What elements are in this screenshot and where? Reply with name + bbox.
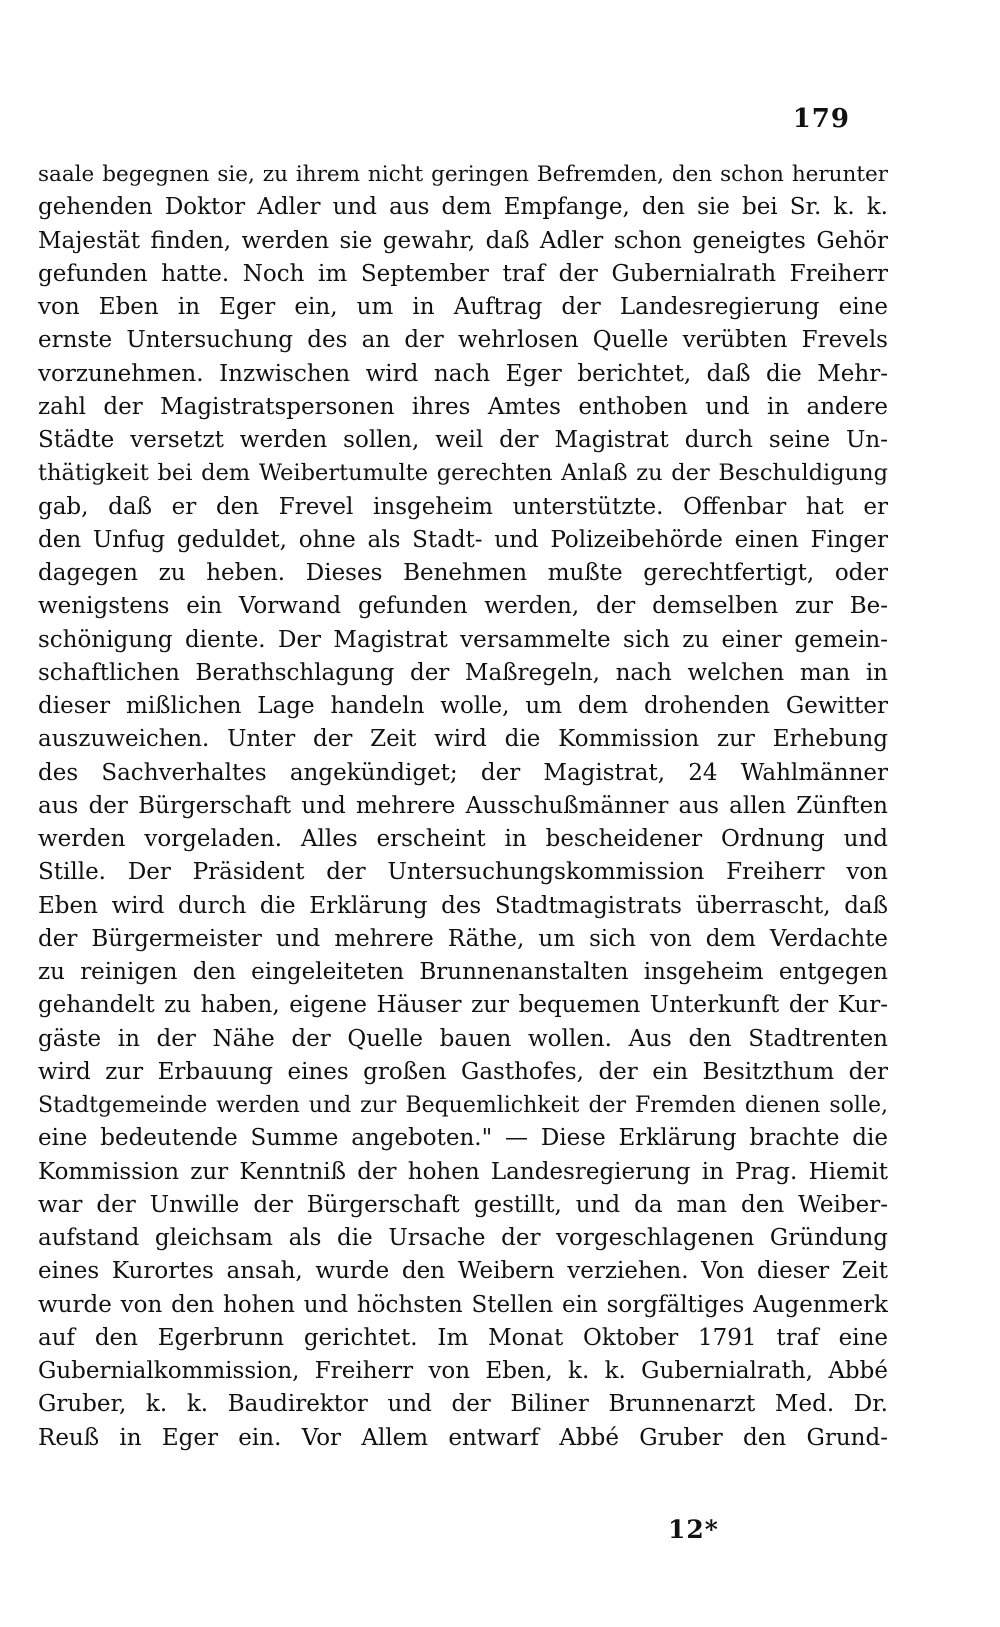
text-line: auf den Egerbrunn gerichtet. Im Monat Oktober 1791 traf eine: [38, 1324, 888, 1351]
text-line: Eben wird durch die Erklärung des Stadtmagistrats überrascht, daß: [38, 892, 888, 919]
text-line: Kommission zur Kenntniß der hohen Landesregierung in Prag. Hiemit: [38, 1158, 888, 1185]
signature-mark: 12*: [668, 1515, 719, 1544]
text-line: Stadtgemeinde werden und zur Bequemlichkeit der Fremden dienen solle,: [38, 1093, 888, 1118]
text-line: ernste Untersuchung des an der wehrlosen Quelle verübten Frevels: [38, 327, 888, 354]
text-line: gefunden hatte. Noch im September traf der Gubernialrath Freiherr: [38, 260, 888, 287]
text-line: von Eben in Eger ein, um in Auftrag der Landesregierung eine: [38, 294, 888, 320]
text-line: dieser mißlichen Lage handeln wolle, um dem drohenden Gewitter: [38, 693, 888, 719]
text-line: wenigstens ein Vorwand gefunden werden, der demselben zur Be-: [38, 593, 888, 620]
text-line: eine bedeutende Summe angeboten." — Diese Erklärung brachte die: [38, 1125, 888, 1152]
text-line: des Sachverhaltes angekündiget; der Magistrat, 24 Wahlmänner: [38, 759, 888, 786]
text-line: aus der Bürgerschaft und mehrere Ausschußmänner aus allen Zünften: [38, 792, 888, 819]
text-line: saale begegnen sie, zu ihrem nicht geringen Befremden, den schon herunter: [38, 162, 888, 187]
text-line: Stille. Der Präsident der Untersuchungskommission Freiherr von: [38, 859, 888, 886]
text-line: schaftlichen Berathschlagung der Maßregeln, nach welchen man in: [38, 659, 888, 686]
text-line: auszuweichen. Unter der Zeit wird die Kommission zur Erhebung: [38, 726, 888, 753]
text-line: war der Unwille der Bürgerschaft gestillt, und da man den Weiber-: [38, 1191, 888, 1218]
text-line: eines Kurortes ansah, wurde den Weibern verziehen. Von dieser Zeit: [38, 1258, 888, 1285]
body-text: [38, 158, 888, 1455]
text-line: aufstand gleichsam als die Ursache der vorgeschlagenen Gründung: [38, 1225, 888, 1251]
text-line: Reuß in Eger ein. Vor Allem entwarf Abbé Gruber den Grund-: [38, 1424, 888, 1451]
page-number: 179: [792, 104, 850, 134]
text-line: wurde von den hohen und höchsten Stellen ein sorgfältiges Augenmerk: [38, 1291, 888, 1318]
text-line: Majestät finden, werden sie gewahr, daß Adler schon geneigtes Gehör: [38, 227, 888, 254]
text-line: der Bürgermeister und mehrere Räthe, um sich von dem Verdachte: [38, 925, 888, 952]
text-line: thätigkeit bei dem Weibertumulte gerechten Anlaß zu der Beschuldigung: [38, 460, 888, 487]
text-line: dagegen zu heben. Dieses Benehmen mußte gerechtfertigt, oder: [38, 560, 888, 586]
text-line: gehenden Doktor Adler und aus dem Empfange, den sie bei Sr. k. k.: [38, 194, 888, 221]
text-line: werden vorgeladen. Alles erscheint in bescheidener Ordnung und: [38, 826, 888, 852]
text-line: gehandelt zu haben, eigene Häuser zur bequemen Unterkunft der Kur-: [38, 992, 888, 1019]
text-line: Gubernialkommission, Freiherr von Eben, k. k. Gubernialrath, Abbé: [38, 1358, 888, 1384]
text-line: zu reinigen den eingeleiteten Brunnenanstalten insgeheim entgegen: [38, 959, 888, 985]
text-line: Gruber, k. k. Baudirektor und der Biliner Brunnenarzt Med. Dr.: [38, 1391, 888, 1418]
text-line: gäste in der Nähe der Quelle bauen wollen. Aus den Stadtrenten: [38, 1025, 888, 1052]
text-line: den Unfug geduldet, ohne als Stadt- und Polizeibehörde einen Finger: [38, 526, 888, 553]
text-line: vorzunehmen. Inzwischen wird nach Eger berichtet, daß die Mehr-: [38, 360, 888, 387]
text-line: gab, daß er den Frevel insgeheim unterstützte. Offenbar hat er: [38, 493, 888, 520]
text-line: zahl der Magistratspersonen ihres Amtes enthoben und in andere: [38, 393, 888, 420]
text-line: Städte versetzt werden sollen, weil der Magistrat durch seine Un-: [38, 427, 888, 453]
text-line: wird zur Erbauung eines großen Gasthofes, der ein Besitzthum der: [38, 1058, 888, 1085]
text-line: schönigung diente. Der Magistrat versammelte sich zu einer gemein-: [38, 626, 888, 653]
